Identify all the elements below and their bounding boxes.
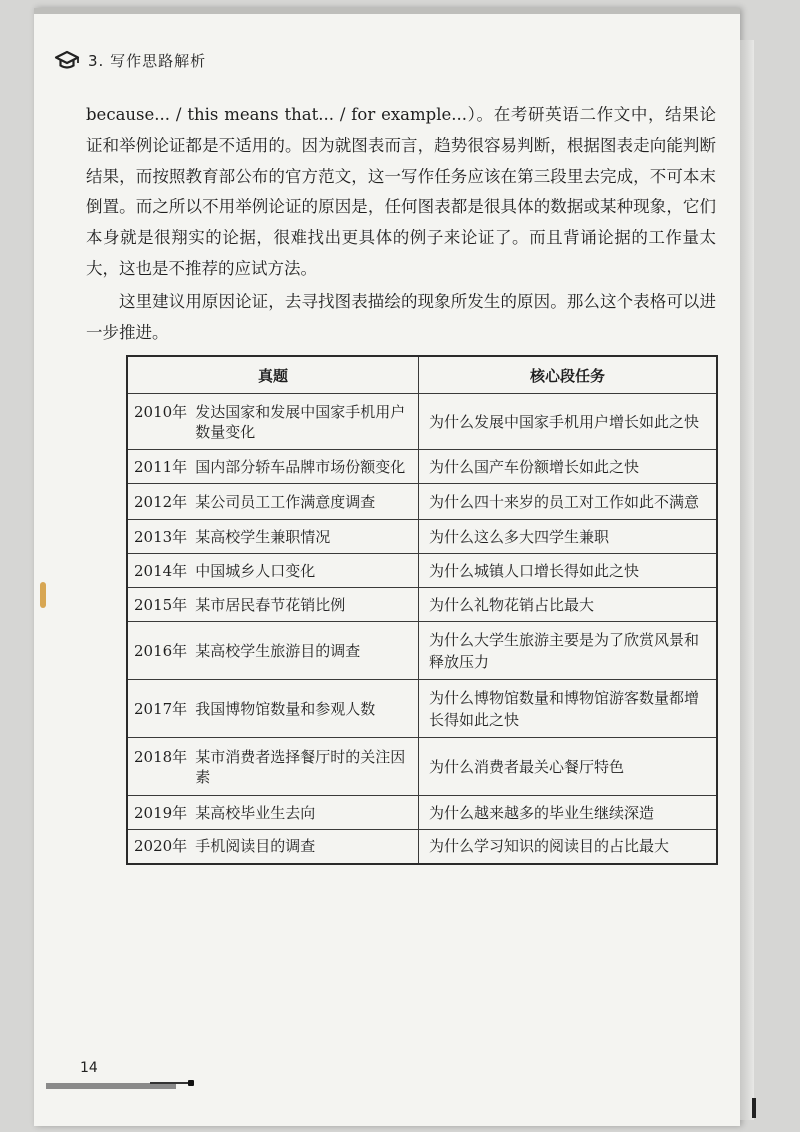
- topic-label: 某高校学生旅游目的调查: [195, 641, 361, 660]
- topic-label: 某公司员工工作满意度调查: [195, 492, 376, 511]
- topic-cell: [127, 394, 419, 450]
- column-header-topic: 真题: [127, 356, 419, 394]
- table-header-row: [127, 356, 717, 394]
- topic-cell: [127, 796, 419, 830]
- topic-label: 中国城乡人口变化: [195, 561, 316, 580]
- task-label: 为什么越来越多的毕业生继续深造: [429, 803, 655, 822]
- topic-cell: [127, 622, 419, 680]
- graduation-cap-icon: [54, 49, 80, 71]
- task-cell: [419, 680, 718, 738]
- task-cell: [419, 394, 718, 450]
- topic-label: 某高校学生兼职情况: [195, 527, 331, 546]
- page-number: 14: [80, 1060, 98, 1076]
- edge-mark: [752, 1098, 756, 1118]
- table-row: [127, 738, 717, 796]
- book-spine-edge: [740, 40, 754, 1120]
- topic-cell: [127, 588, 419, 622]
- table-row: [127, 394, 717, 450]
- exam-topics-table: [126, 355, 718, 865]
- topic-cell: [127, 830, 419, 864]
- task-cell: [419, 622, 718, 680]
- column-header-task: 核心段任务: [419, 356, 718, 394]
- footer-dot: [188, 1080, 194, 1086]
- table-row: [127, 484, 717, 520]
- task-label: 为什么四十来岁的员工对工作如此不满意: [429, 492, 700, 511]
- topic-cell: [127, 738, 419, 796]
- section-title: 3. 写作思路解析: [88, 51, 207, 70]
- table-row: [127, 796, 717, 830]
- topic-cell: [127, 484, 419, 520]
- topic-cell: [127, 520, 419, 554]
- task-cell: [419, 520, 718, 554]
- topic-label: 某市消费者选择餐厅时的关注因素: [195, 747, 406, 786]
- task-label: 为什么消费者最关心餐厅特色: [429, 757, 625, 776]
- year-label: 2020年: [134, 837, 188, 856]
- task-cell: [419, 484, 718, 520]
- task-cell: [419, 796, 718, 830]
- topic-label: 手机阅读目的调查: [195, 837, 316, 856]
- table-row: [127, 680, 717, 738]
- topic-label: 国内部分轿车品牌市场份额变化: [195, 457, 406, 476]
- topic-label: 我国博物馆数量和参观人数: [195, 699, 376, 718]
- topic-label: 发达国家和发展中国家手机用户数量变化: [195, 402, 406, 441]
- year-label: 2019年: [134, 803, 188, 822]
- year-label: 2017年: [134, 699, 188, 718]
- topic-cell: [127, 450, 419, 484]
- topic-cell: [127, 554, 419, 588]
- paragraph-1: because... / this means that... / for example...）。在考研英语二作文中，结果论证和举例论证都是不适用的。因为就图表而言，趋势很容易判断，根据图表走向能判断结果，而按照教育部公布的官方范文，这一写作任务应该在第三段里去完成，不可本末倒置。而之所以不用举例论证的原因是，任何图表都是很具体的数据或某种现象，它们本身就是很翔实的论据，很难找出更具体的例子来论证了。而且背诵论据的工作量太大，这也是不推荐的应试方法。: [86, 105, 716, 278]
- year-label: 2011年: [134, 457, 188, 476]
- topic-cell: [127, 680, 419, 738]
- paragraph-2: 这里建议用原因论证，去寻找图表描绘的现象所发生的原因。那么这个表格可以进一步推进。: [86, 291, 716, 342]
- footer-line: [150, 1082, 190, 1084]
- task-cell: [419, 738, 718, 796]
- section-header: [54, 48, 206, 72]
- body-text: [86, 100, 716, 348]
- task-label: 为什么礼物花销占比最大: [429, 595, 595, 614]
- year-label: 2018年: [134, 747, 188, 766]
- task-cell: [419, 450, 718, 484]
- table-row: [127, 554, 717, 588]
- task-label: 为什么博物馆数量和博物馆游客数量都增长得如此之快: [429, 688, 700, 729]
- table-row: [127, 588, 717, 622]
- topic-label: 某市居民春节花销比例: [195, 595, 346, 614]
- year-label: 2010年: [134, 402, 188, 421]
- table-row: [127, 830, 717, 864]
- year-label: 2015年: [134, 595, 188, 614]
- year-label: 2012年: [134, 492, 188, 511]
- year-label: 2013年: [134, 527, 188, 546]
- task-label: 为什么大学生旅游主要是为了欣赏风景和释放压力: [429, 630, 700, 671]
- task-label: 为什么发展中国家手机用户增长如此之快: [429, 412, 700, 431]
- task-label: 为什么这么多大四学生兼职: [429, 527, 610, 546]
- task-label: 为什么城镇人口增长得如此之快: [429, 561, 640, 580]
- table-row: [127, 520, 717, 554]
- bookmark-tab: [40, 582, 46, 608]
- task-label: 为什么学习知识的阅读目的占比最大: [429, 837, 670, 856]
- page-top-shadow: [34, 8, 740, 14]
- year-label: 2016年: [134, 641, 188, 660]
- task-cell: [419, 554, 718, 588]
- table-row: [127, 622, 717, 680]
- task-label: 为什么国产车份额增长如此之快: [429, 457, 640, 476]
- task-cell: [419, 588, 718, 622]
- topic-label: 某高校毕业生去向: [195, 803, 316, 822]
- table-row: [127, 450, 717, 484]
- task-cell: [419, 830, 718, 864]
- year-label: 2014年: [134, 561, 188, 580]
